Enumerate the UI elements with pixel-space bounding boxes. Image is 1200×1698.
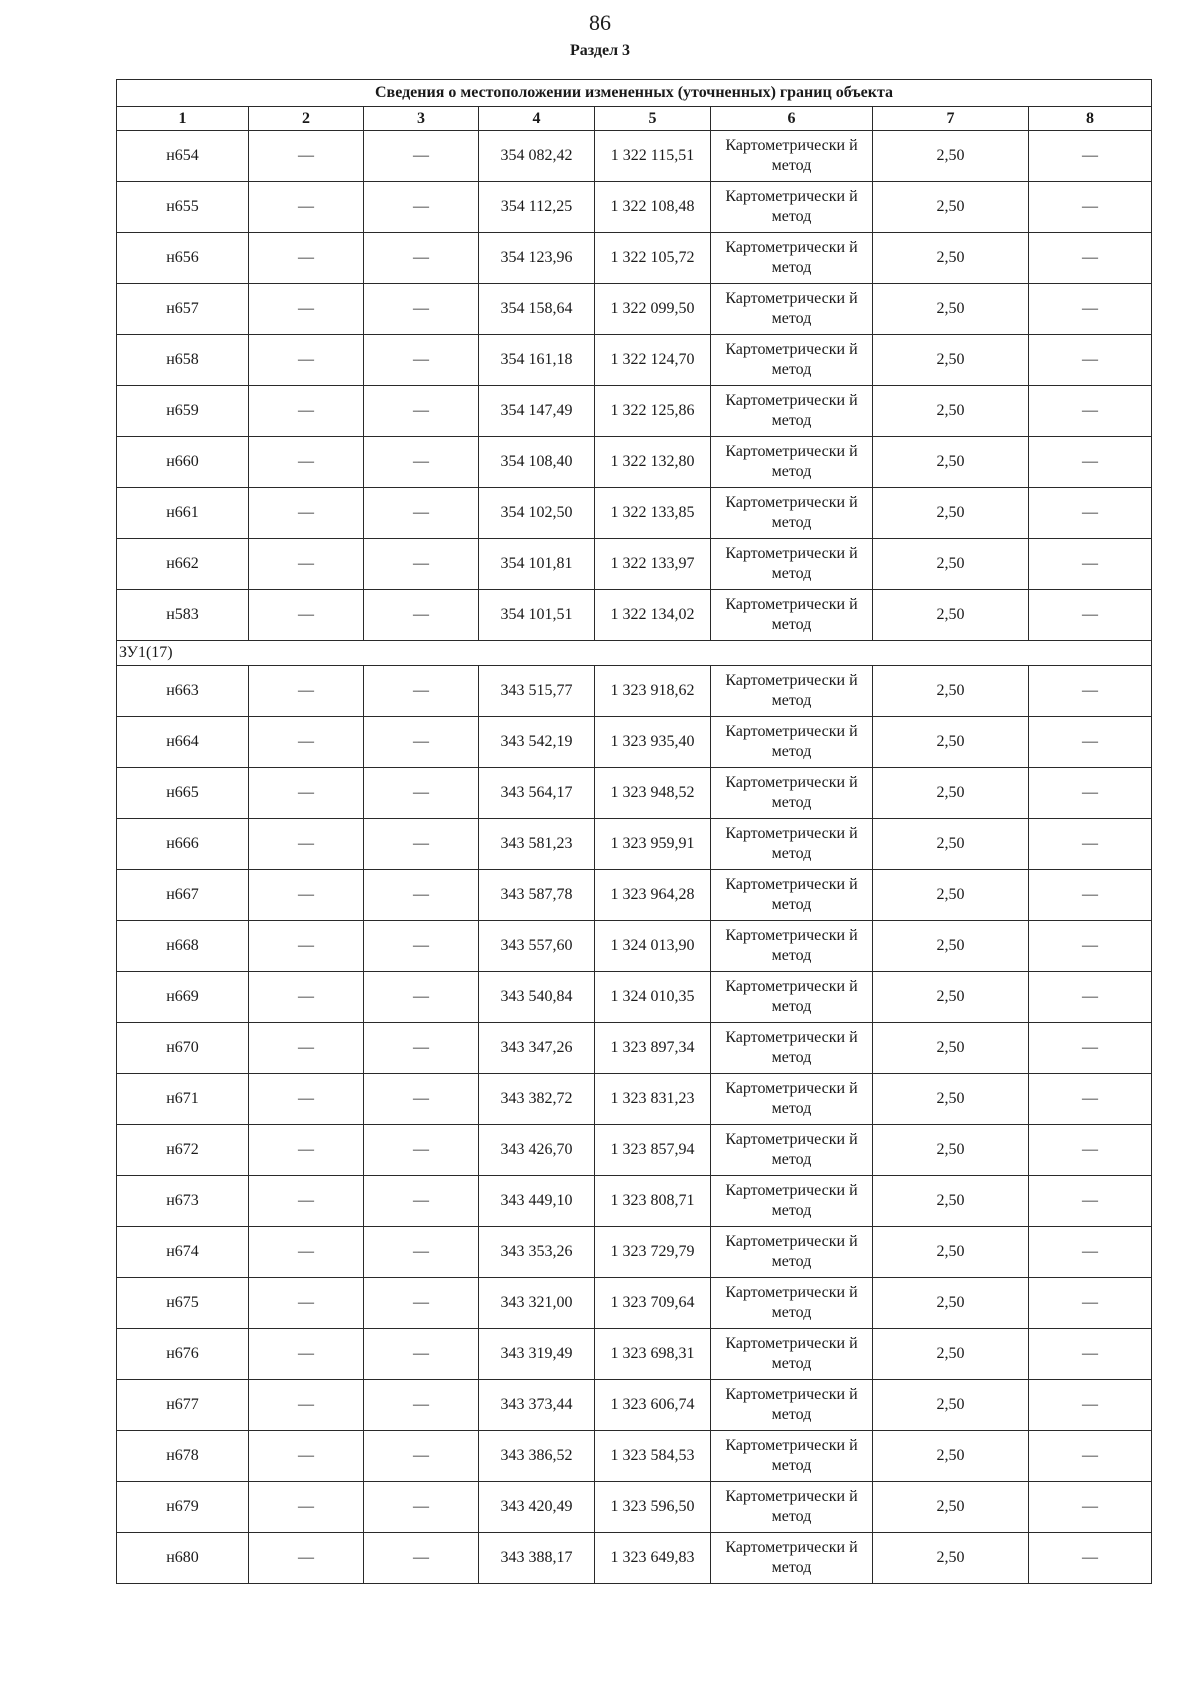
point-number-cell: н672: [117, 1125, 249, 1176]
method-cell: Картометрически й метод: [711, 335, 873, 386]
col3-cell: —: [364, 131, 479, 182]
x-coordinate-cell: 354 161,18: [479, 335, 595, 386]
x-coordinate-cell: 354 108,40: [479, 437, 595, 488]
precision-cell: 2,50: [873, 666, 1029, 717]
col2-cell: —: [249, 717, 364, 768]
col2-cell: —: [249, 1380, 364, 1431]
x-coordinate-cell: 343 581,23: [479, 819, 595, 870]
y-coordinate-cell: 1 322 125,86: [595, 386, 711, 437]
precision-cell: 2,50: [873, 182, 1029, 233]
table-title: Сведения о местоположении измененных (уточненных) границ объекта: [117, 80, 1152, 107]
y-coordinate-cell: 1 323 964,28: [595, 870, 711, 921]
column-number: 6: [711, 107, 873, 131]
table-row: [117, 1074, 1152, 1125]
y-coordinate-cell: 1 323 596,50: [595, 1482, 711, 1533]
method-cell: Картометрически й метод: [711, 1227, 873, 1278]
point-number-cell: н669: [117, 972, 249, 1023]
point-number-cell: н680: [117, 1533, 249, 1584]
table-row: [117, 1431, 1152, 1482]
precision-cell: 2,50: [873, 386, 1029, 437]
x-coordinate-cell: 354 102,50: [479, 488, 595, 539]
method-cell: Картометрически й метод: [711, 819, 873, 870]
point-number-cell: н666: [117, 819, 249, 870]
col8-cell: —: [1029, 1533, 1152, 1584]
point-number-cell: н659: [117, 386, 249, 437]
col8-cell: —: [1029, 1074, 1152, 1125]
col8-cell: —: [1029, 1023, 1152, 1074]
col8-cell: —: [1029, 590, 1152, 641]
x-coordinate-cell: 343 515,77: [479, 666, 595, 717]
x-coordinate-cell: 343 587,78: [479, 870, 595, 921]
table-row: [117, 386, 1152, 437]
table-row: [117, 870, 1152, 921]
x-coordinate-cell: 354 147,49: [479, 386, 595, 437]
col2-cell: —: [249, 335, 364, 386]
method-cell: Картометрически й метод: [711, 131, 873, 182]
col8-cell: —: [1029, 1125, 1152, 1176]
column-number: 7: [873, 107, 1029, 131]
col2-cell: —: [249, 972, 364, 1023]
table-row: [117, 819, 1152, 870]
point-number-cell: н665: [117, 768, 249, 819]
y-coordinate-cell: 1 323 918,62: [595, 666, 711, 717]
point-number-cell: н676: [117, 1329, 249, 1380]
method-cell: Картометрически й метод: [711, 1176, 873, 1227]
col2-cell: —: [249, 539, 364, 590]
y-coordinate-cell: 1 323 606,74: [595, 1380, 711, 1431]
table-row: [117, 437, 1152, 488]
point-number-cell: н658: [117, 335, 249, 386]
col8-cell: —: [1029, 1329, 1152, 1380]
col3-cell: —: [364, 1482, 479, 1533]
col8-cell: —: [1029, 386, 1152, 437]
col8-cell: —: [1029, 437, 1152, 488]
point-number-cell: н583: [117, 590, 249, 641]
col2-cell: —: [249, 1227, 364, 1278]
table-row: [117, 182, 1152, 233]
y-coordinate-cell: 1 323 857,94: [595, 1125, 711, 1176]
x-coordinate-cell: 343 420,49: [479, 1482, 595, 1533]
column-number-row: [117, 107, 1152, 131]
x-coordinate-cell: 343 353,26: [479, 1227, 595, 1278]
y-coordinate-cell: 1 322 132,80: [595, 437, 711, 488]
col3-cell: —: [364, 1329, 479, 1380]
table-row: [117, 488, 1152, 539]
column-number: 2: [249, 107, 364, 131]
col3-cell: —: [364, 182, 479, 233]
y-coordinate-cell: 1 323 729,79: [595, 1227, 711, 1278]
precision-cell: 2,50: [873, 819, 1029, 870]
col2-cell: —: [249, 131, 364, 182]
x-coordinate-cell: 354 082,42: [479, 131, 595, 182]
precision-cell: 2,50: [873, 972, 1029, 1023]
table-row: [117, 717, 1152, 768]
col2-cell: —: [249, 768, 364, 819]
boundary-coordinates-table: [116, 79, 1152, 1584]
table-row: [117, 1227, 1152, 1278]
precision-cell: 2,50: [873, 590, 1029, 641]
x-coordinate-cell: 343 540,84: [479, 972, 595, 1023]
col8-cell: —: [1029, 1176, 1152, 1227]
x-coordinate-cell: 343 426,70: [479, 1125, 595, 1176]
col3-cell: —: [364, 1176, 479, 1227]
point-number-cell: н671: [117, 1074, 249, 1125]
col2-cell: —: [249, 1125, 364, 1176]
method-cell: Картометрически й метод: [711, 233, 873, 284]
table-row: [117, 1482, 1152, 1533]
col8-cell: —: [1029, 666, 1152, 717]
col2-cell: —: [249, 666, 364, 717]
precision-cell: 2,50: [873, 1227, 1029, 1278]
point-number-cell: н654: [117, 131, 249, 182]
point-number-cell: н670: [117, 1023, 249, 1074]
col8-cell: —: [1029, 1431, 1152, 1482]
method-cell: Картометрически й метод: [711, 870, 873, 921]
y-coordinate-cell: 1 323 831,23: [595, 1074, 711, 1125]
col3-cell: —: [364, 1125, 479, 1176]
x-coordinate-cell: 354 112,25: [479, 182, 595, 233]
col8-cell: —: [1029, 717, 1152, 768]
col2-cell: —: [249, 182, 364, 233]
y-coordinate-cell: 1 324 010,35: [595, 972, 711, 1023]
y-coordinate-cell: 1 323 709,64: [595, 1278, 711, 1329]
table-row: [117, 1329, 1152, 1380]
col3-cell: —: [364, 233, 479, 284]
method-cell: Картометрически й метод: [711, 1482, 873, 1533]
point-number-cell: н675: [117, 1278, 249, 1329]
col8-cell: —: [1029, 1380, 1152, 1431]
y-coordinate-cell: 1 323 584,53: [595, 1431, 711, 1482]
x-coordinate-cell: 354 123,96: [479, 233, 595, 284]
col8-cell: —: [1029, 1278, 1152, 1329]
col3-cell: —: [364, 488, 479, 539]
x-coordinate-cell: 354 101,81: [479, 539, 595, 590]
precision-cell: 2,50: [873, 488, 1029, 539]
table-row: [117, 972, 1152, 1023]
col3-cell: —: [364, 1023, 479, 1074]
point-number-cell: н660: [117, 437, 249, 488]
point-number-cell: н663: [117, 666, 249, 717]
x-coordinate-cell: 354 101,51: [479, 590, 595, 641]
col8-cell: —: [1029, 131, 1152, 182]
x-coordinate-cell: 354 158,64: [479, 284, 595, 335]
method-cell: Картометрически й метод: [711, 437, 873, 488]
col2-cell: —: [249, 1278, 364, 1329]
col3-cell: —: [364, 1278, 479, 1329]
y-coordinate-cell: 1 323 948,52: [595, 768, 711, 819]
precision-cell: 2,50: [873, 1074, 1029, 1125]
method-cell: Картометрически й метод: [711, 717, 873, 768]
table-row: [117, 1023, 1152, 1074]
method-cell: Картометрически й метод: [711, 1125, 873, 1176]
y-coordinate-cell: 1 323 897,34: [595, 1023, 711, 1074]
y-coordinate-cell: 1 322 105,72: [595, 233, 711, 284]
col2-cell: —: [249, 1329, 364, 1380]
point-number-cell: н668: [117, 921, 249, 972]
x-coordinate-cell: 343 449,10: [479, 1176, 595, 1227]
precision-cell: 2,50: [873, 539, 1029, 590]
col8-cell: —: [1029, 335, 1152, 386]
method-cell: Картометрически й метод: [711, 1329, 873, 1380]
method-cell: Картометрически й метод: [711, 590, 873, 641]
precision-cell: 2,50: [873, 1329, 1029, 1380]
col8-cell: —: [1029, 1482, 1152, 1533]
x-coordinate-cell: 343 557,60: [479, 921, 595, 972]
table-row: [117, 921, 1152, 972]
col8-cell: —: [1029, 972, 1152, 1023]
y-coordinate-cell: 1 322 124,70: [595, 335, 711, 386]
x-coordinate-cell: 343 382,72: [479, 1074, 595, 1125]
col2-cell: —: [249, 1176, 364, 1227]
col2-cell: —: [249, 1431, 364, 1482]
col2-cell: —: [249, 1074, 364, 1125]
y-coordinate-cell: 1 323 935,40: [595, 717, 711, 768]
table-row: [117, 1533, 1152, 1584]
precision-cell: 2,50: [873, 1380, 1029, 1431]
method-cell: Картометрически й метод: [711, 921, 873, 972]
col2-cell: —: [249, 590, 364, 641]
method-cell: Картометрически й метод: [711, 1023, 873, 1074]
group-row: [117, 641, 1152, 666]
table-row: [117, 284, 1152, 335]
method-cell: Картометрически й метод: [711, 1431, 873, 1482]
col3-cell: —: [364, 819, 479, 870]
column-number: 8: [1029, 107, 1152, 131]
point-number-cell: н667: [117, 870, 249, 921]
table-row: [117, 1125, 1152, 1176]
method-cell: Картометрически й метод: [711, 1074, 873, 1125]
point-number-cell: н678: [117, 1431, 249, 1482]
precision-cell: 2,50: [873, 1533, 1029, 1584]
method-cell: Картометрически й метод: [711, 1278, 873, 1329]
col3-cell: —: [364, 590, 479, 641]
col2-cell: —: [249, 233, 364, 284]
table-row: [117, 1278, 1152, 1329]
method-cell: Картометрически й метод: [711, 182, 873, 233]
col3-cell: —: [364, 870, 479, 921]
col3-cell: —: [364, 972, 479, 1023]
x-coordinate-cell: 343 388,17: [479, 1533, 595, 1584]
y-coordinate-cell: 1 322 133,85: [595, 488, 711, 539]
method-cell: Картометрически й метод: [711, 768, 873, 819]
precision-cell: 2,50: [873, 870, 1029, 921]
page-number: 86: [589, 10, 611, 35]
col2-cell: —: [249, 386, 364, 437]
table-row: [117, 768, 1152, 819]
point-number-cell: н661: [117, 488, 249, 539]
table-row: [117, 335, 1152, 386]
col8-cell: —: [1029, 488, 1152, 539]
col8-cell: —: [1029, 870, 1152, 921]
col3-cell: —: [364, 717, 479, 768]
section-title: Раздел 3: [569, 42, 631, 59]
y-coordinate-cell: 1 322 099,50: [595, 284, 711, 335]
col2-cell: —: [249, 921, 364, 972]
point-number-cell: н679: [117, 1482, 249, 1533]
x-coordinate-cell: 343 373,44: [479, 1380, 595, 1431]
method-cell: Картометрически й метод: [711, 972, 873, 1023]
table-body: [117, 80, 1152, 1584]
col3-cell: —: [364, 1431, 479, 1482]
x-coordinate-cell: 343 347,26: [479, 1023, 595, 1074]
col2-cell: —: [249, 1533, 364, 1584]
col8-cell: —: [1029, 182, 1152, 233]
point-number-cell: н657: [117, 284, 249, 335]
precision-cell: 2,50: [873, 1176, 1029, 1227]
col3-cell: —: [364, 284, 479, 335]
col8-cell: —: [1029, 233, 1152, 284]
y-coordinate-cell: 1 323 959,91: [595, 819, 711, 870]
y-coordinate-cell: 1 322 133,97: [595, 539, 711, 590]
col3-cell: —: [364, 1533, 479, 1584]
col2-cell: —: [249, 1023, 364, 1074]
precision-cell: 2,50: [873, 921, 1029, 972]
x-coordinate-cell: 343 564,17: [479, 768, 595, 819]
col3-cell: —: [364, 921, 479, 972]
method-cell: Картометрически й метод: [711, 386, 873, 437]
point-number-cell: н664: [117, 717, 249, 768]
col8-cell: —: [1029, 539, 1152, 590]
col8-cell: —: [1029, 921, 1152, 972]
precision-cell: 2,50: [873, 131, 1029, 182]
precision-cell: 2,50: [873, 1431, 1029, 1482]
precision-cell: 2,50: [873, 233, 1029, 284]
y-coordinate-cell: 1 324 013,90: [595, 921, 711, 972]
col3-cell: —: [364, 1380, 479, 1431]
col3-cell: —: [364, 1074, 479, 1125]
precision-cell: 2,50: [873, 437, 1029, 488]
col3-cell: —: [364, 539, 479, 590]
point-number-cell: н662: [117, 539, 249, 590]
table-row: [117, 666, 1152, 717]
col2-cell: —: [249, 870, 364, 921]
precision-cell: 2,50: [873, 717, 1029, 768]
col3-cell: —: [364, 386, 479, 437]
y-coordinate-cell: 1 322 108,48: [595, 182, 711, 233]
y-coordinate-cell: 1 323 649,83: [595, 1533, 711, 1584]
method-cell: Картометрически й метод: [711, 1533, 873, 1584]
column-number: 5: [595, 107, 711, 131]
col8-cell: —: [1029, 284, 1152, 335]
method-cell: Картометрически й метод: [711, 539, 873, 590]
point-number-cell: н674: [117, 1227, 249, 1278]
col3-cell: —: [364, 335, 479, 386]
y-coordinate-cell: 1 322 115,51: [595, 131, 711, 182]
y-coordinate-cell: 1 323 808,71: [595, 1176, 711, 1227]
col2-cell: —: [249, 819, 364, 870]
x-coordinate-cell: 343 542,19: [479, 717, 595, 768]
col8-cell: —: [1029, 819, 1152, 870]
x-coordinate-cell: 343 321,00: [479, 1278, 595, 1329]
precision-cell: 2,50: [873, 284, 1029, 335]
group-label: ЗУ1(17): [117, 641, 1152, 666]
col3-cell: —: [364, 768, 479, 819]
col3-cell: —: [364, 666, 479, 717]
table-row: [117, 131, 1152, 182]
table-row: [117, 1380, 1152, 1431]
column-number: 1: [117, 107, 249, 131]
point-number-cell: н655: [117, 182, 249, 233]
col3-cell: —: [364, 437, 479, 488]
point-number-cell: н673: [117, 1176, 249, 1227]
col2-cell: —: [249, 488, 364, 539]
col2-cell: —: [249, 284, 364, 335]
table-row: [117, 590, 1152, 641]
col2-cell: —: [249, 437, 364, 488]
x-coordinate-cell: 343 319,49: [479, 1329, 595, 1380]
point-number-cell: н677: [117, 1380, 249, 1431]
col3-cell: —: [364, 1227, 479, 1278]
method-cell: Картометрически й метод: [711, 1380, 873, 1431]
method-cell: Картометрически й метод: [711, 666, 873, 717]
point-number-cell: н656: [117, 233, 249, 284]
precision-cell: 2,50: [873, 1482, 1029, 1533]
method-cell: Картометрически й метод: [711, 284, 873, 335]
col2-cell: —: [249, 1482, 364, 1533]
precision-cell: 2,50: [873, 1023, 1029, 1074]
table-title-row: [117, 80, 1152, 107]
y-coordinate-cell: 1 322 134,02: [595, 590, 711, 641]
x-coordinate-cell: 343 386,52: [479, 1431, 595, 1482]
precision-cell: 2,50: [873, 335, 1029, 386]
column-number: 3: [364, 107, 479, 131]
table-row: [117, 1176, 1152, 1227]
col8-cell: —: [1029, 768, 1152, 819]
precision-cell: 2,50: [873, 1125, 1029, 1176]
table-row: [117, 233, 1152, 284]
column-number: 4: [479, 107, 595, 131]
precision-cell: 2,50: [873, 1278, 1029, 1329]
col8-cell: —: [1029, 1227, 1152, 1278]
precision-cell: 2,50: [873, 768, 1029, 819]
table-row: [117, 539, 1152, 590]
method-cell: Картометрически й метод: [711, 488, 873, 539]
y-coordinate-cell: 1 323 698,31: [595, 1329, 711, 1380]
